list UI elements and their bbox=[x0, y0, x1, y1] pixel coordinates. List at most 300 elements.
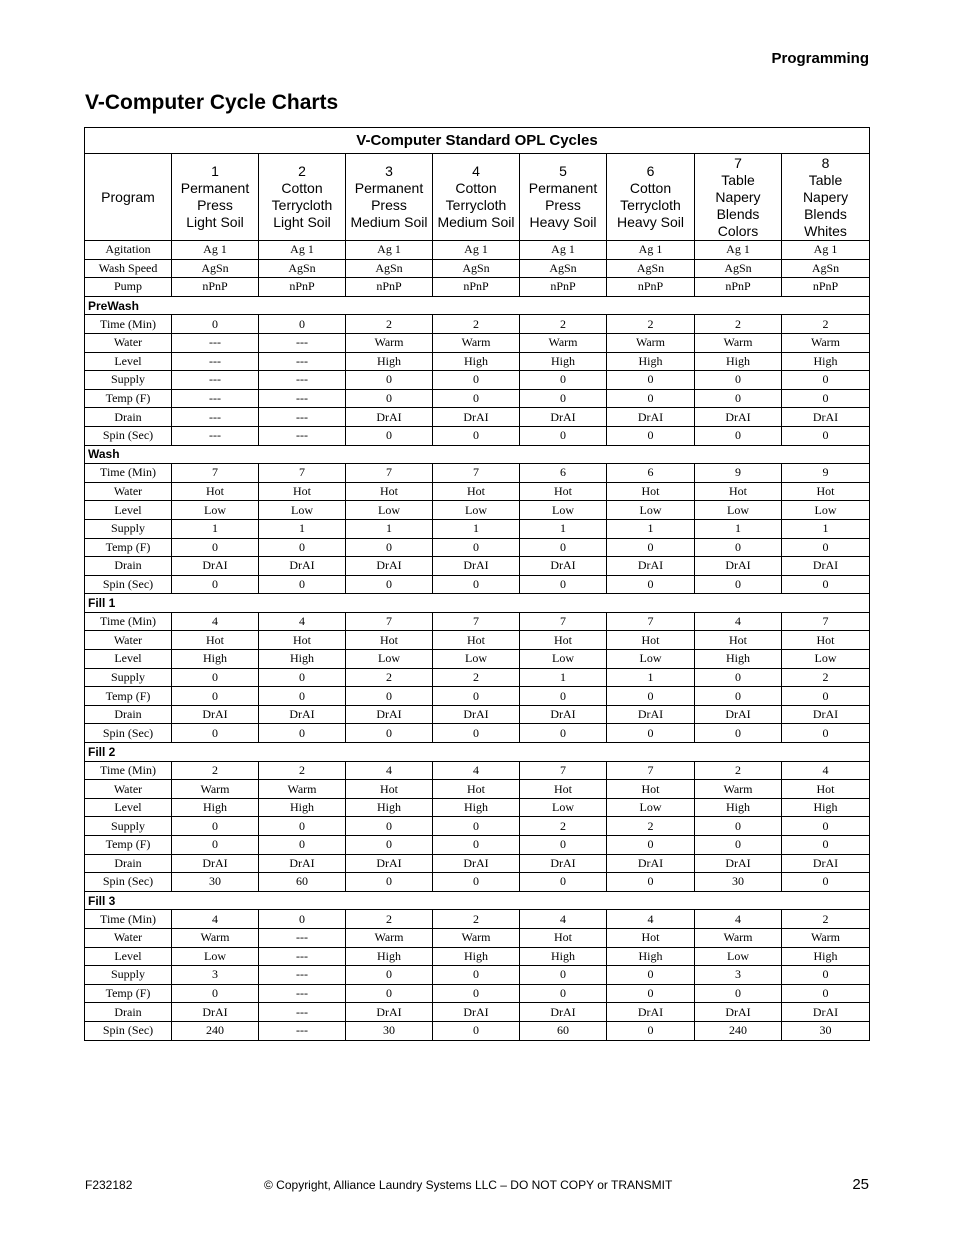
program-column-header bbox=[520, 154, 607, 241]
table-cell: DrAI bbox=[782, 854, 870, 873]
table-cell: 0 bbox=[433, 984, 520, 1003]
table-cell: 0 bbox=[782, 966, 870, 985]
table-row bbox=[85, 947, 870, 966]
table-cell: DrAI bbox=[782, 705, 870, 724]
table-cell: --- bbox=[172, 389, 259, 408]
table-cell: 0 bbox=[520, 687, 607, 706]
table-cell: DrAI bbox=[346, 557, 433, 576]
doc-number: F232182 bbox=[85, 1178, 133, 1192]
row-label: Supply bbox=[85, 519, 172, 538]
table-cell: --- bbox=[259, 371, 346, 390]
table-cell: 1 bbox=[259, 519, 346, 538]
table-cell: 0 bbox=[695, 426, 782, 445]
table-row bbox=[85, 966, 870, 985]
table-cell: Low bbox=[520, 650, 607, 669]
table-cell: 1 bbox=[520, 668, 607, 687]
table-cell: 2 bbox=[172, 761, 259, 780]
table-cell: 0 bbox=[172, 538, 259, 557]
table-cell: 0 bbox=[520, 389, 607, 408]
table-cell: Hot bbox=[782, 482, 870, 501]
table-cell: nPnP bbox=[259, 278, 346, 297]
program-name-line: Blends bbox=[804, 205, 847, 222]
program-number: 5 bbox=[559, 163, 567, 179]
table-cell: 4 bbox=[520, 910, 607, 929]
table-cell: 7 bbox=[607, 612, 695, 631]
table-cell: 0 bbox=[607, 687, 695, 706]
program-number: 8 bbox=[821, 154, 830, 171]
table-cell: 0 bbox=[259, 538, 346, 557]
table-cell: 1 bbox=[607, 668, 695, 687]
table-cell: 4 bbox=[695, 910, 782, 929]
table-cell: AgSn bbox=[607, 259, 695, 278]
table-cell: Low bbox=[607, 798, 695, 817]
row-label: Supply bbox=[85, 966, 172, 985]
table-row bbox=[85, 705, 870, 724]
table-body bbox=[85, 241, 870, 1041]
table-cell: --- bbox=[259, 947, 346, 966]
table-cell: 4 bbox=[607, 910, 695, 929]
table-cell: Warm bbox=[695, 333, 782, 352]
table-cell: 0 bbox=[172, 836, 259, 855]
table-cell: High bbox=[433, 798, 520, 817]
table-cell: 0 bbox=[607, 371, 695, 390]
program-name-line: Permanent bbox=[180, 180, 250, 196]
table-cell: --- bbox=[259, 928, 346, 947]
table-cell: DrAI bbox=[695, 557, 782, 576]
table-cell: Hot bbox=[346, 780, 433, 799]
table-cell: Hot bbox=[346, 482, 433, 501]
table-cell: 2 bbox=[346, 910, 433, 929]
program-name-line: Terrycloth bbox=[271, 197, 333, 213]
program-name-line: Table bbox=[808, 171, 843, 188]
row-label: Level bbox=[85, 798, 172, 817]
table-cell: High bbox=[520, 352, 607, 371]
table-cell: 0 bbox=[346, 836, 433, 855]
table-cell: Ag 1 bbox=[782, 241, 870, 260]
table-cell: Hot bbox=[695, 482, 782, 501]
table-cell: 0 bbox=[607, 873, 695, 892]
table-cell: 6 bbox=[520, 464, 607, 483]
table-cell: DrAI bbox=[607, 1003, 695, 1022]
table-cell: 0 bbox=[259, 315, 346, 334]
table-row bbox=[85, 817, 870, 836]
table-cell: --- bbox=[259, 984, 346, 1003]
table-cell: 0 bbox=[695, 538, 782, 557]
row-label: Water bbox=[85, 631, 172, 650]
group-header-row bbox=[85, 891, 870, 910]
program-name-line: Blends bbox=[716, 205, 760, 222]
table-cell: DrAI bbox=[782, 1003, 870, 1022]
row-label: Temp (F) bbox=[85, 538, 172, 557]
row-label: Drain bbox=[85, 557, 172, 576]
row-label: Temp (F) bbox=[85, 836, 172, 855]
table-cell: nPnP bbox=[433, 278, 520, 297]
table-row bbox=[85, 426, 870, 445]
table-cell: 0 bbox=[782, 984, 870, 1003]
table-cell: 30 bbox=[346, 1021, 433, 1040]
table-cell: DrAI bbox=[433, 854, 520, 873]
table-cell: 0 bbox=[433, 538, 520, 557]
table-cell: Hot bbox=[259, 482, 346, 501]
program-name-line: Terrycloth bbox=[445, 197, 507, 213]
table-cell: Warm bbox=[695, 928, 782, 947]
row-label: Level bbox=[85, 501, 172, 520]
table-cell: High bbox=[172, 650, 259, 669]
row-label: Drain bbox=[85, 1003, 172, 1022]
table-cell: --- bbox=[259, 1021, 346, 1040]
group-header-row bbox=[85, 594, 870, 613]
table-cell: 0 bbox=[782, 538, 870, 557]
table-cell: 2 bbox=[695, 315, 782, 334]
table-cell: 2 bbox=[782, 315, 870, 334]
table-cell: 4 bbox=[695, 612, 782, 631]
table-cell: High bbox=[607, 352, 695, 371]
row-label: Supply bbox=[85, 817, 172, 836]
table-row bbox=[85, 557, 870, 576]
table-cell: 2 bbox=[607, 817, 695, 836]
table-cell: 1 bbox=[346, 519, 433, 538]
table-cell: Hot bbox=[172, 482, 259, 501]
table-cell: --- bbox=[172, 408, 259, 427]
table-cell: Low bbox=[346, 650, 433, 669]
table-cell: 0 bbox=[520, 873, 607, 892]
table-cell: Low bbox=[695, 947, 782, 966]
program-name-line: Heavy Soil bbox=[617, 214, 684, 230]
table-cell: 0 bbox=[607, 966, 695, 985]
table-cell: Warm bbox=[346, 928, 433, 947]
program-name-line: Medium Soil bbox=[437, 214, 515, 230]
table-cell: --- bbox=[259, 966, 346, 985]
table-cell: nPnP bbox=[520, 278, 607, 297]
table-cell: Low bbox=[607, 650, 695, 669]
row-label: Drain bbox=[85, 854, 172, 873]
table-cell: AgSn bbox=[695, 259, 782, 278]
table-cell: 0 bbox=[259, 668, 346, 687]
table-cell: 0 bbox=[695, 668, 782, 687]
table-cell: DrAI bbox=[259, 854, 346, 873]
table-cell: High bbox=[695, 352, 782, 371]
table-row bbox=[85, 482, 870, 501]
table-cell: 0 bbox=[433, 426, 520, 445]
table-cell: DrAI bbox=[607, 557, 695, 576]
table-cell: Hot bbox=[433, 780, 520, 799]
table-cell: Hot bbox=[607, 631, 695, 650]
table-cell: 0 bbox=[520, 966, 607, 985]
table-cell: High bbox=[695, 650, 782, 669]
table-cell: Ag 1 bbox=[607, 241, 695, 260]
table-cell: 0 bbox=[433, 389, 520, 408]
table-cell: 3 bbox=[695, 966, 782, 985]
table-cell: 0 bbox=[607, 1021, 695, 1040]
table-cell: 2 bbox=[695, 761, 782, 780]
table-cell: 0 bbox=[520, 724, 607, 743]
table-cell: --- bbox=[259, 333, 346, 352]
table-cell: 2 bbox=[259, 761, 346, 780]
table-cell: Hot bbox=[346, 631, 433, 650]
program-column-header bbox=[782, 154, 870, 241]
program-column-header bbox=[607, 154, 695, 241]
table-row bbox=[85, 984, 870, 1003]
program-name-line: Heavy Soil bbox=[529, 214, 597, 230]
table-cell: 2 bbox=[782, 910, 870, 929]
row-label: Spin (Sec) bbox=[85, 724, 172, 743]
group-header-row bbox=[85, 296, 870, 315]
table-cell: High bbox=[782, 798, 870, 817]
table-cell: 1 bbox=[520, 519, 607, 538]
table-cell: 0 bbox=[172, 984, 259, 1003]
table-row bbox=[85, 519, 870, 538]
table-cell: --- bbox=[172, 352, 259, 371]
table-cell: Warm bbox=[695, 780, 782, 799]
table-cell: DrAI bbox=[695, 854, 782, 873]
table-row bbox=[85, 928, 870, 947]
table-cell: 0 bbox=[346, 817, 433, 836]
table-row bbox=[85, 910, 870, 929]
table-cell: --- bbox=[259, 1003, 346, 1022]
row-label: Wash Speed bbox=[85, 259, 172, 278]
program-name-line: Terrycloth bbox=[620, 197, 681, 213]
table-cell: 0 bbox=[433, 575, 520, 594]
group-name: PreWash bbox=[85, 296, 870, 315]
table-cell: 0 bbox=[782, 724, 870, 743]
table-cell: Hot bbox=[172, 631, 259, 650]
table-cell: DrAI bbox=[172, 557, 259, 576]
row-label: Pump bbox=[85, 278, 172, 297]
table-cell: DrAI bbox=[782, 408, 870, 427]
table-cell: 0 bbox=[782, 389, 870, 408]
table-row bbox=[85, 538, 870, 557]
cycle-chart-table bbox=[84, 127, 870, 1041]
row-label: Spin (Sec) bbox=[85, 873, 172, 892]
table-cell: 1 bbox=[433, 519, 520, 538]
table-cell: 0 bbox=[607, 984, 695, 1003]
table-cell: Ag 1 bbox=[520, 241, 607, 260]
row-label: Water bbox=[85, 333, 172, 352]
program-name-line: Press bbox=[371, 197, 407, 213]
page-number: 25 bbox=[852, 1176, 869, 1193]
table-cell: 0 bbox=[782, 371, 870, 390]
row-label: Time (Min) bbox=[85, 910, 172, 929]
table-cell: 2 bbox=[607, 315, 695, 334]
table-cell: Low bbox=[782, 650, 870, 669]
program-name-line: Cotton bbox=[455, 180, 497, 196]
table-cell: 0 bbox=[346, 724, 433, 743]
table-row bbox=[85, 873, 870, 892]
table-cell: 60 bbox=[520, 1021, 607, 1040]
program-column-header bbox=[433, 154, 520, 241]
row-label: Time (Min) bbox=[85, 464, 172, 483]
program-name-line: Press bbox=[545, 197, 581, 213]
table-cell: 4 bbox=[346, 761, 433, 780]
table-cell: DrAI bbox=[172, 1003, 259, 1022]
table-cell: 60 bbox=[259, 873, 346, 892]
table-cell: 0 bbox=[695, 836, 782, 855]
table-cell: 0 bbox=[259, 817, 346, 836]
table-cell: 0 bbox=[259, 687, 346, 706]
table-cell: AgSn bbox=[346, 259, 433, 278]
table-cell: High bbox=[695, 798, 782, 817]
table-row bbox=[85, 780, 870, 799]
table-cell: Hot bbox=[782, 631, 870, 650]
table-cell: 0 bbox=[346, 538, 433, 557]
table-cell: 0 bbox=[172, 315, 259, 334]
table-row bbox=[85, 408, 870, 427]
table-cell: 7 bbox=[520, 612, 607, 631]
table-cell: 0 bbox=[607, 836, 695, 855]
program-header-row bbox=[85, 154, 870, 241]
table-row bbox=[85, 501, 870, 520]
table-row bbox=[85, 612, 870, 631]
table-cell: 0 bbox=[695, 724, 782, 743]
table-cell: DrAI bbox=[607, 705, 695, 724]
table-cell: 0 bbox=[782, 426, 870, 445]
table-cell: 0 bbox=[346, 389, 433, 408]
row-label: Temp (F) bbox=[85, 389, 172, 408]
table-cell: 0 bbox=[433, 1021, 520, 1040]
table-cell: --- bbox=[259, 426, 346, 445]
table-cell: High bbox=[259, 798, 346, 817]
table-cell: Ag 1 bbox=[346, 241, 433, 260]
table-cell: Hot bbox=[607, 928, 695, 947]
program-column-header bbox=[172, 154, 259, 241]
table-cell: 9 bbox=[695, 464, 782, 483]
row-label: Level bbox=[85, 650, 172, 669]
program-name-line: Cotton bbox=[281, 180, 323, 196]
group-header-row bbox=[85, 743, 870, 762]
table-cell: AgSn bbox=[782, 259, 870, 278]
table-cell: 0 bbox=[433, 724, 520, 743]
table-row bbox=[85, 798, 870, 817]
table-cell: --- bbox=[259, 389, 346, 408]
table-cell: DrAI bbox=[433, 557, 520, 576]
row-label: Temp (F) bbox=[85, 984, 172, 1003]
table-cell: AgSn bbox=[172, 259, 259, 278]
table-cell: Low bbox=[259, 501, 346, 520]
table-cell: Hot bbox=[259, 631, 346, 650]
row-label: Level bbox=[85, 947, 172, 966]
row-label: Spin (Sec) bbox=[85, 426, 172, 445]
row-label: Time (Min) bbox=[85, 761, 172, 780]
table-cell: 7 bbox=[172, 464, 259, 483]
table-cell: Low bbox=[520, 798, 607, 817]
group-name: Fill 2 bbox=[85, 743, 870, 762]
table-cell: Hot bbox=[520, 928, 607, 947]
table-cell: High bbox=[346, 352, 433, 371]
table-cell: Warm bbox=[172, 780, 259, 799]
table-cell: 0 bbox=[346, 575, 433, 594]
row-label: Drain bbox=[85, 705, 172, 724]
table-cell: High bbox=[782, 352, 870, 371]
table-cell: DrAI bbox=[520, 1003, 607, 1022]
table-cell: DrAI bbox=[520, 557, 607, 576]
table-cell: DrAI bbox=[607, 854, 695, 873]
table-cell: 240 bbox=[695, 1021, 782, 1040]
table-cell: 2 bbox=[346, 315, 433, 334]
table-row bbox=[85, 371, 870, 390]
table-cell: 3 bbox=[172, 966, 259, 985]
program-number: 3 bbox=[385, 163, 393, 179]
table-cell: Low bbox=[607, 501, 695, 520]
table-cell: DrAI bbox=[695, 1003, 782, 1022]
program-name-line: Napery bbox=[715, 188, 761, 205]
program-name-line: Light Soil bbox=[186, 214, 244, 230]
table-cell: 4 bbox=[172, 612, 259, 631]
table-cell: Ag 1 bbox=[695, 241, 782, 260]
table-cell: Warm bbox=[607, 333, 695, 352]
table-cell: 0 bbox=[172, 668, 259, 687]
table-cell: Low bbox=[433, 650, 520, 669]
table-cell: Low bbox=[172, 947, 259, 966]
table-row bbox=[85, 1003, 870, 1022]
program-name-line: Colors bbox=[717, 222, 759, 239]
table-cell: 0 bbox=[259, 575, 346, 594]
table-row bbox=[85, 687, 870, 706]
table-row bbox=[85, 575, 870, 594]
row-label: Time (Min) bbox=[85, 612, 172, 631]
table-cell: Hot bbox=[695, 631, 782, 650]
table-cell: 0 bbox=[695, 984, 782, 1003]
table-cell: nPnP bbox=[782, 278, 870, 297]
table-cell: Low bbox=[172, 501, 259, 520]
program-header-label: Program bbox=[85, 154, 172, 241]
table-row bbox=[85, 241, 870, 260]
table-cell: --- bbox=[259, 352, 346, 371]
table-cell: 0 bbox=[607, 575, 695, 594]
program-name-line: Table bbox=[721, 171, 755, 188]
table-cell: DrAI bbox=[520, 705, 607, 724]
table-cell: DrAI bbox=[172, 705, 259, 724]
table-cell: 0 bbox=[782, 575, 870, 594]
table-cell: High bbox=[607, 947, 695, 966]
table-cell: DrAI bbox=[346, 854, 433, 873]
table-cell: High bbox=[433, 352, 520, 371]
group-name: Wash bbox=[85, 445, 870, 464]
table-cell: Warm bbox=[433, 333, 520, 352]
table-cell: High bbox=[520, 947, 607, 966]
table-row bbox=[85, 464, 870, 483]
table-cell: 0 bbox=[433, 836, 520, 855]
program-name-line: Light Soil bbox=[273, 214, 331, 230]
table-cell: Hot bbox=[433, 631, 520, 650]
table-cell: 0 bbox=[346, 426, 433, 445]
table-cell: 0 bbox=[607, 426, 695, 445]
program-column-header bbox=[346, 154, 433, 241]
row-label: Water bbox=[85, 780, 172, 799]
table-cell: 1 bbox=[695, 519, 782, 538]
table-cell: nPnP bbox=[346, 278, 433, 297]
table-row bbox=[85, 836, 870, 855]
table-row bbox=[85, 668, 870, 687]
table-cell: 240 bbox=[172, 1021, 259, 1040]
table-cell: 4 bbox=[782, 761, 870, 780]
table-cell: 0 bbox=[433, 966, 520, 985]
table-cell: 0 bbox=[520, 538, 607, 557]
program-name-line: Whites bbox=[804, 222, 847, 239]
table-cell: 0 bbox=[520, 371, 607, 390]
table-cell: 2 bbox=[433, 315, 520, 334]
table-cell: DrAI bbox=[520, 854, 607, 873]
table-cell: 1 bbox=[782, 519, 870, 538]
table-cell: AgSn bbox=[433, 259, 520, 278]
table-cell: 2 bbox=[520, 315, 607, 334]
table-cell: 7 bbox=[433, 612, 520, 631]
table-cell: 4 bbox=[259, 612, 346, 631]
table-cell: 30 bbox=[695, 873, 782, 892]
table-cell: Low bbox=[520, 501, 607, 520]
table-cell: Warm bbox=[433, 928, 520, 947]
program-number: 7 bbox=[734, 154, 742, 171]
table-cell: AgSn bbox=[520, 259, 607, 278]
